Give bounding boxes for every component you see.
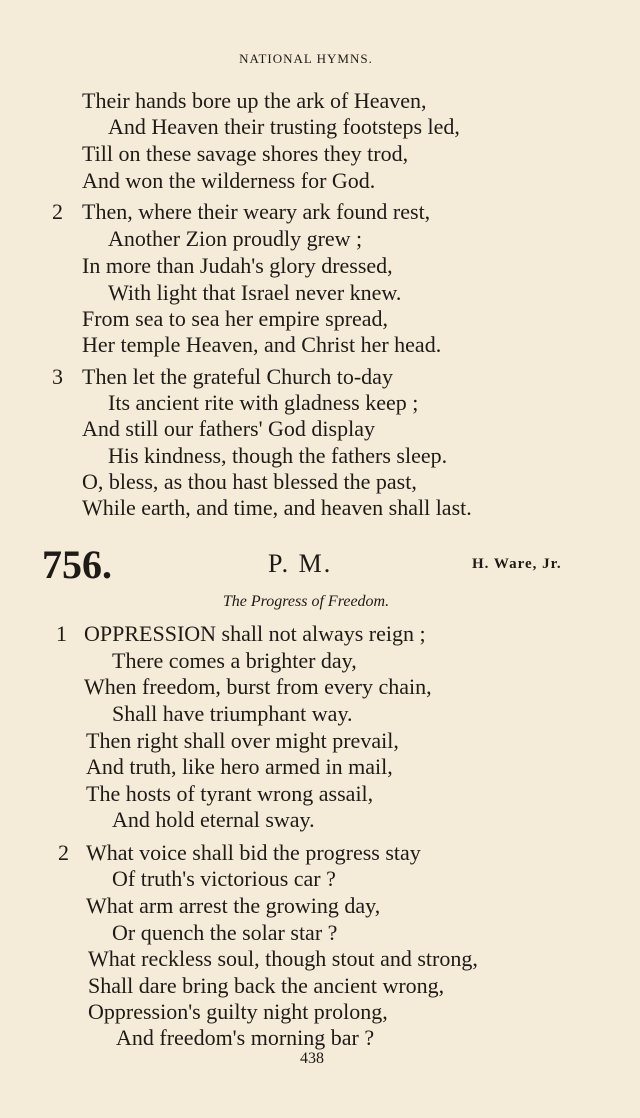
hymn-title: The Progress of Freedom.	[222, 593, 390, 610]
verse-line: Her temple Heaven, and Christ her head.	[82, 332, 442, 357]
verse-line: And truth, like hero armed in mail,	[86, 754, 393, 779]
page-number: 438	[300, 1050, 324, 1067]
verse-line: And still our fathers' God display	[82, 416, 375, 441]
stanza-number: 1	[56, 621, 67, 646]
verse-line: What voice shall bid the progress stay	[86, 840, 421, 865]
verse-line: Its ancient rite with gladness keep ;	[108, 390, 419, 415]
verse-line: What arm arrest the growing day,	[86, 893, 381, 918]
hymn-author: H. Ware, Jr.	[472, 556, 562, 572]
verse-line: Of truth's victorious car ?	[112, 866, 336, 891]
verse-line: Their hands bore up the ark of Heaven,	[82, 88, 427, 113]
running-head: NATIONAL HYMNS.	[239, 51, 373, 66]
stanza-number: 2	[52, 199, 63, 224]
verse-line: Then, where their weary ark found rest,	[82, 199, 431, 224]
verse-line: And hold eternal sway.	[112, 807, 315, 832]
verse-line: Then let the grateful Church to-day	[82, 364, 393, 389]
verse-line: His kindness, though the fathers sleep.	[108, 443, 448, 468]
verse-line: The hosts of tyrant wrong assail,	[86, 781, 374, 806]
verse-line: Shall have triumphant way.	[112, 701, 353, 726]
verse-line: And Heaven their trusting footsteps led,	[108, 114, 460, 139]
stanza-number: 3	[52, 364, 63, 389]
stanza-number: 2	[58, 840, 69, 865]
verse-line: Shall dare bring back the ancient wrong,	[88, 973, 445, 998]
verse-line: And freedom's morning bar ?	[116, 1025, 375, 1050]
verse-line: With light that Israel never knew.	[108, 280, 402, 305]
verse-line: There comes a brighter day,	[112, 648, 357, 673]
verse-line: OPPRESSION shall not always reign ;	[84, 621, 426, 646]
verse-line: From sea to sea her empire spread,	[82, 306, 389, 331]
verse-line: While earth, and time, and heaven shall last.	[82, 495, 472, 520]
verse-line: What reckless soul, though stout and strong,	[88, 946, 478, 971]
verse-line: In more than Judah's glory dressed,	[82, 253, 393, 278]
verse-line: Another Zion proudly grew ;	[108, 226, 363, 251]
hymn-number: 756.	[42, 542, 112, 587]
hymn-meter: P. M.	[268, 549, 333, 578]
verse-line: And won the wilderness for God.	[82, 168, 376, 193]
verse-line: When freedom, burst from every chain,	[84, 674, 432, 699]
verse-line: Then right shall over might prevail,	[86, 728, 399, 753]
verse-line: Till on these savage shores they trod,	[82, 141, 409, 166]
verse-line: O, bless, as thou hast blessed the past,	[82, 469, 417, 494]
verse-line: Or quench the solar star ?	[112, 920, 338, 945]
verse-line: Oppression's guilty night prolong,	[88, 999, 388, 1024]
